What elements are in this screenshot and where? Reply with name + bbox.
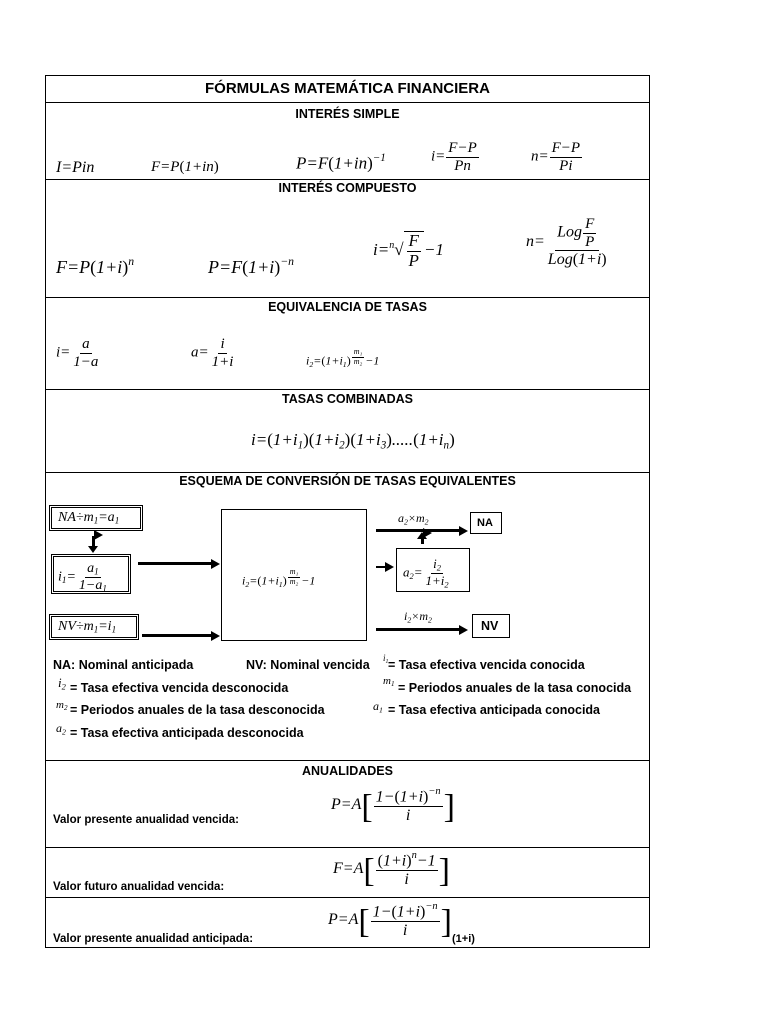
formula-combined-rates: $i=(1+i_1)(1+i_2)(1+i_3).....(1+i_n)$ [251, 430, 455, 452]
section-title-simple: INTERÉS SIMPLE [295, 107, 400, 121]
divider [46, 297, 649, 298]
divider [46, 760, 649, 761]
legend-a1: = Tasa efectiva anticipada conocida [388, 703, 601, 717]
divider [46, 472, 649, 473]
label-fv-vencida: Valor futuro anualidad vencida: [53, 881, 225, 893]
formula-compound-rate: i=$^n$√ $\frac{F}{P}$ −1 [373, 231, 444, 270]
symbol-m1: $m_1$ [383, 675, 395, 689]
section-title-anualidades: ANUALIDADES [302, 764, 393, 778]
arrow-up-head [417, 532, 427, 539]
formula-annuity-fv-vencida: F=A[ $\frac{(1+i)^n-1}{i}$ ] [333, 850, 450, 890]
formula-simple-future: F=P(1+in) [151, 159, 219, 175]
box-na: NA [470, 512, 502, 534]
formula-annuity-pv-vencida: P=A[ $\frac{1-(1+i)^{-n}}{i}$ ] [331, 786, 455, 826]
symbol-i1: $i_1$ [383, 653, 389, 665]
label-pv-anticipada: Valor presente anualidad anticipada: [53, 933, 254, 945]
formula-simple-rate: i= $\frac{F-P}{Pn}$ [431, 140, 477, 174]
formula-simple-present: $P=F(1+in)^{-1}$ [296, 152, 386, 173]
legend-na: NA: Nominal anticipada [53, 658, 194, 672]
formula-simple-interest: I=Pin [56, 159, 95, 176]
legend-i1: = Tasa efectiva vencida conocida [388, 658, 585, 672]
legend-i2: = Tasa efectiva vencida desconocida [70, 681, 289, 695]
formula-compound-present: $P=F(1+i)^{-n}$ [208, 255, 295, 278]
legend-m1: = Periodos anuales de la tasa conocida [398, 681, 632, 695]
arrow-to-nv [376, 628, 460, 631]
page-title: FÓRMULAS MATEMÁTICA FINANCIERA [205, 80, 490, 97]
divider [46, 847, 649, 848]
formula-sheet [45, 75, 650, 948]
formula-compound-future: $F=P(1+i)^n$ [56, 255, 135, 278]
arrow-nv-to-center [142, 634, 212, 637]
divider [46, 897, 649, 898]
formula-rate-from-anticipated: i= $\frac{a}{1-a}$ [56, 336, 99, 370]
symbol-i2: $i_2$ [58, 675, 66, 692]
formula-compound-periods: n= Log $\frac{F}{P}$ Log(1+i) [526, 216, 607, 268]
legend-a2: = Tasa efectiva anticipada desconocida [70, 726, 304, 740]
section-title-equivalencia: EQUIVALENCIA DE TASAS [268, 300, 427, 314]
label-factor: (1+i) [452, 933, 475, 945]
center-conversion-box: $i_2=(1+i_1)$ $^{\frac{\text{m₁}}{\text{m₂}}}$ −1 [221, 509, 367, 641]
divider [46, 389, 649, 390]
label-pv-vencida: Valor presente anualidad vencida: [53, 814, 239, 826]
symbol-a1: $a_1$ [373, 699, 383, 715]
box-nv: NV [472, 614, 510, 638]
box-na-to-a1: $NA\div m_1=a_1$ [51, 507, 141, 529]
arrow-i1-to-center [138, 562, 212, 565]
formula-rate-equivalence: $i_2=(1+i_1)$ $^{\frac{\text{m₁}}{\text{m₂}}}$ −1 [306, 347, 380, 369]
symbol-a2: $a_2$ [56, 721, 66, 737]
symbol-m2: $m_2$ [56, 699, 68, 713]
label-a2-times-m2: $a_2\times m_2$ [398, 511, 429, 527]
section-title-esquema: ESQUEMA DE CONVERSIÓN DE TASAS EQUIVALENTES [179, 474, 516, 488]
box-nv-to-i1: $NV\div m_1=i_1$ [51, 616, 137, 638]
arrow-down-head [88, 546, 98, 553]
legend-nv: NV: Nominal vencida [246, 658, 370, 672]
legend-m2: = Periodos anuales de la tasa desconocida [70, 703, 325, 717]
divider [46, 179, 649, 180]
label-i2-times-m2: $i_2\times m_2$ [404, 609, 432, 625]
section-title-combinadas: TASAS COMBINADAS [281, 392, 414, 406]
box-i1-from-a1: $i_1=$ $\frac{a_1}{1-a_1}$ [53, 556, 129, 592]
formula-anticipated-from-rate: a= $\frac{i}{1+i}$ [191, 336, 234, 370]
divider [46, 102, 649, 103]
box-a2-from-i2: $a_2=$ $\frac{i_2}{1+i_2}$ [396, 548, 470, 592]
section-title-compuesto: INTERÉS COMPUESTO [278, 181, 417, 195]
formula-simple-periods: n= $\frac{F-P}{Pi}$ [531, 140, 581, 174]
formula-annuity-pv-anticipada: P=A[ $\frac{1-(1+i)^{-n}}{i}$ ] [328, 901, 452, 941]
arrow-center-to-a2 [376, 566, 386, 568]
